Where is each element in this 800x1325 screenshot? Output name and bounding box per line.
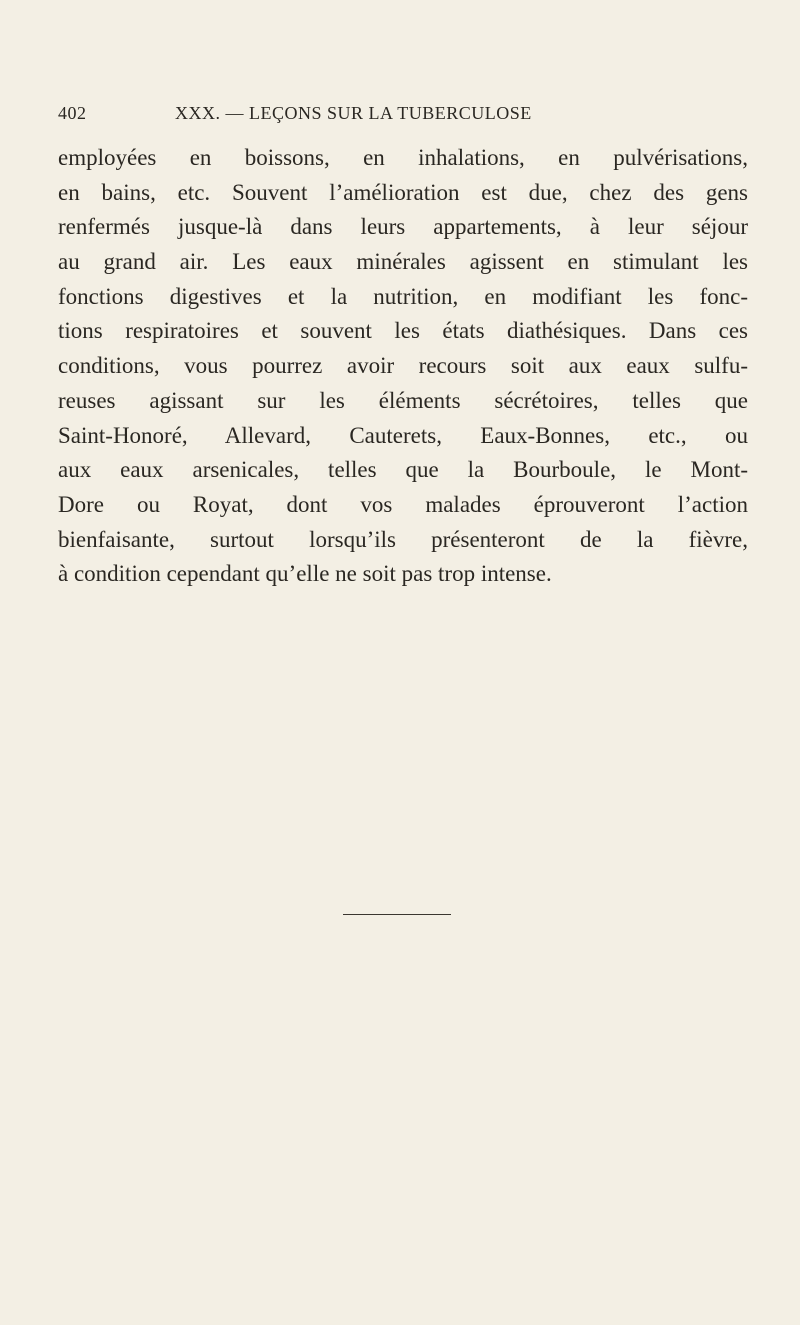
text-line: à condition cependant qu’elle ne soit pas trop intense. — [58, 561, 552, 587]
page-header — [58, 103, 748, 131]
page-number: 402 — [58, 103, 87, 123]
text-line: renfermés jusque-là dans leurs appartements, à leur séjour — [58, 214, 748, 240]
text-line: employées en boissons, en inhalations, en pulvérisations, — [58, 145, 748, 170]
text-line: en bains, etc. Souvent l’amélioration est due, chez des gens — [58, 179, 748, 205]
text-line: au grand air. Les eaux minérales agissent en stimulant les — [58, 249, 748, 275]
text-line: Dore ou Royat, dont vos malades éprouveront l’action — [58, 491, 748, 517]
running-head: XXX. — LEÇONS SUR LA TUBERCULOSE — [175, 103, 532, 123]
text-line: aux eaux arsenicales, telles que la Bourboule, le Mont- — [58, 457, 748, 483]
text-line: bienfaisante, surtout lorsqu’ils présenteront de la fièvre, — [58, 526, 748, 552]
text-line: Saint-Honoré, Allevard, Cauterets, Eaux-Bonnes, etc., ou — [58, 422, 748, 448]
body-paragraph — [58, 141, 748, 592]
text-line: reuses agissant sur les éléments sécrétoires, telles que — [58, 387, 748, 413]
text-line: fonctions digestives et la nutrition, en modifiant les fonc- — [58, 283, 748, 309]
text-line: conditions, vous pourrez avoir recours soit aux eaux sulfu- — [58, 353, 748, 379]
section-divider — [343, 914, 451, 915]
text-line: tions respiratoires et souvent les états diathésiques. Dans ces — [58, 318, 748, 344]
